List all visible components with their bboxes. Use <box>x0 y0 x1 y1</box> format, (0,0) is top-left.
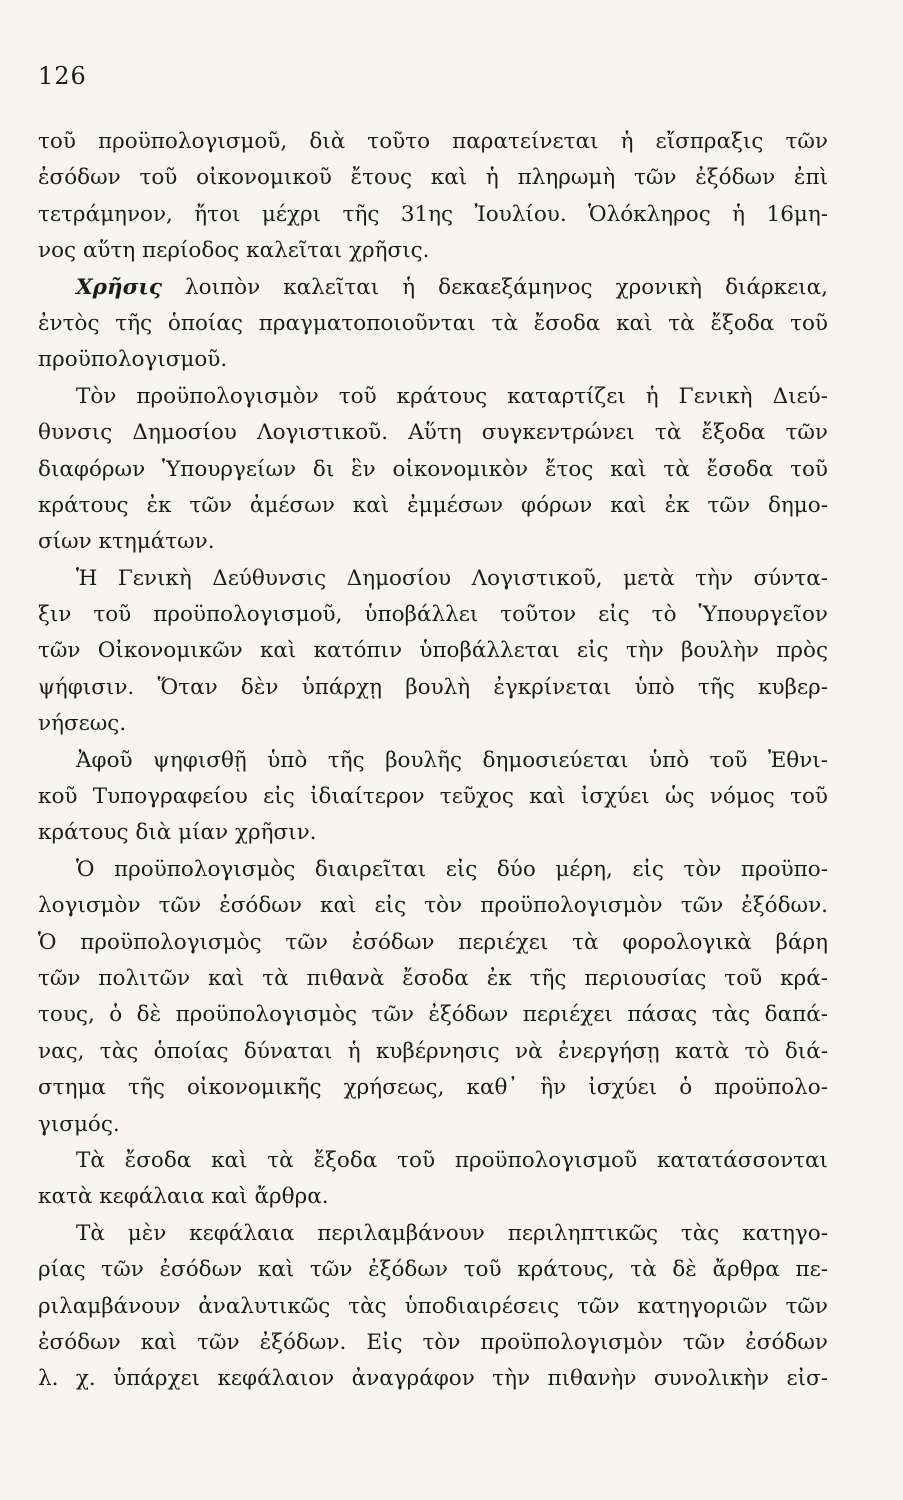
text-line: στημα τῆς οἰκονομικῆς χρήσεως, καθ᾿ ἣν ἰσχύει ὁ προϋπολο- <box>38 1075 828 1101</box>
text-line: ριλαμβάνουν ἀναλυτικῶς τὰς ὑποδιαιρέσεις τῶν κατηγοριῶν τῶν <box>38 1293 828 1319</box>
text-line: νος αὕτη περίοδος καλεῖται χρῆσις. <box>38 238 430 264</box>
text-line: σίων κτημάτων. <box>38 529 215 555</box>
body-text <box>38 124 828 1398</box>
text-line: ρίας τῶν ἐσόδων καὶ τῶν ἐξόδων τοῦ κράτους, τὰ δὲ ἄρθρα πε- <box>38 1257 828 1283</box>
text-line: θυνσις Δημοσίου Λογιστικοῦ. Αὕτη συγκεντρώνει τὰ ἔξοδα τῶν <box>38 420 828 446</box>
text-line: Ὁ προϋπολογισμὸς διαιρεῖται εἰς δύο μέρη, εἰς τὸν προϋπο- <box>76 856 828 882</box>
text-line: Ὁ προϋπολογισμὸς τῶν ἐσόδων περιέχει τὰ φορολογικὰ βάρη <box>38 929 828 955</box>
text-line: κράτους ἐκ τῶν ἀμέσων καὶ ἐμμέσων φόρων καὶ ἐκ τῶν δημο- <box>38 492 828 518</box>
text-line: λογισμὸν τῶν ἐσόδων καὶ εἰς τὸν προϋπολογισμὸν τῶν ἐξόδων. <box>38 893 828 919</box>
text-line <box>38 270 828 306</box>
text-span: λοιπὸν καλεῖται ἡ δεκαεξάμηνος χρονικὴ διάρκεια, <box>161 274 828 300</box>
text-line: γισμός. <box>38 1111 120 1137</box>
text-line: ἐσόδων τοῦ οἰκονομικοῦ ἔτους καὶ ἡ πληρωμὴ τῶν ἐξόδων ἐπὶ <box>38 165 828 191</box>
text-line: κοῦ Τυπογραφείου εἰς ἰδιαίτερον τεῦχος καὶ ἰσχύει ὡς νόμος τοῦ <box>38 784 828 810</box>
text-line: τοῦ προϋπολογισμοῦ, διὰ τοῦτο παρατείνεται ἡ εἴσπραξις τῶν <box>38 129 828 154</box>
text-line: ἐσόδων καὶ τῶν ἐξόδων. Εἰς τὸν προϋπολογισμὸν τῶν ἐσόδων <box>38 1329 828 1355</box>
text-line: διαφόρων Ὑπουργείων δι ἓν οἰκονομικὸν ἔτος καὶ τὰ ἔσοδα τοῦ <box>38 456 828 482</box>
text-line: κατὰ κεφάλαια καὶ ἄρθρα. <box>38 1184 329 1210</box>
text-line: τῶν Οἰκονομικῶν καὶ κατόπιν ὑποβάλλεται εἰς τὴν βουλὴν πρὸς <box>38 638 828 664</box>
defined-term: Χρῆσις <box>76 274 162 300</box>
text-line: ψήφισιν. Ὅταν δὲν ὑπάρχῃ βουλὴ ἐγκρίνεται ὑπὸ τῆς κυβερ- <box>38 674 828 700</box>
text-line: ξιν τοῦ προϋπολογισμοῦ, ὑποβάλλει τοῦτον εἰς τὸ Ὑπουργεῖον <box>38 602 828 628</box>
text-line: προϋπολογισμοῦ. <box>38 347 228 373</box>
text-line: τους, ὁ δὲ προϋπολογισμὸς τῶν ἐξόδων περιέχει πάσας τὰς δαπά- <box>38 1002 828 1028</box>
text-line: Τὰ μὲν κεφάλαια περιλαμβάνουν περιληπτικῶς τὰς κατηγο- <box>76 1220 828 1246</box>
text-line: τῶν πολιτῶν καὶ τὰ πιθανὰ ἔσοδα ἐκ τῆς περιουσίας τοῦ κρά- <box>38 965 828 991</box>
text-line: λ. χ. ὑπάρχει κεφάλαιον ἀναγράφον τὴν πιθανὴν συνολικὴν εἰσ- <box>38 1366 828 1392</box>
text-line: νήσεως. <box>38 711 127 737</box>
text-line: κράτους διὰ μίαν χρῆσιν. <box>38 820 317 846</box>
text-line: ἐντὸς τῆς ὁποίας πραγματοποιοῦνται τὰ ἔσοδα καὶ τὰ ἔξοδα τοῦ <box>38 310 828 336</box>
text-line: Τὰ ἔσοδα καὶ τὰ ἔξοδα τοῦ προϋπολογισμοῦ κατατάσσονται <box>76 1147 828 1173</box>
text-line: τετράμηνον, ἤτοι μέχρι τῆς 31ης Ἰουλίου. Ὁλόκληρος ἡ 16μη- <box>38 201 828 227</box>
page-number: 126 <box>38 62 87 90</box>
text-line: νας, τὰς ὁποίας δύναται ἡ κυβέρνησις νὰ ἐνεργήσῃ κατὰ τὸ διά- <box>38 1038 828 1064</box>
text-line: Ἡ Γενικὴ Δεύθυνσις Δημοσίου Λογιστικοῦ, μετὰ τὴν σύντα- <box>76 565 828 591</box>
text-line: Τὸν προϋπολογισμὸν τοῦ κράτους καταρτίζει ἡ Γενικὴ Διεύ- <box>76 383 828 409</box>
text-line: Ἀφοῦ ψηφισθῇ ὑπὸ τῆς βουλῆς δημοσιεύεται ὑπὸ τοῦ Ἐθνι- <box>76 747 828 773</box>
